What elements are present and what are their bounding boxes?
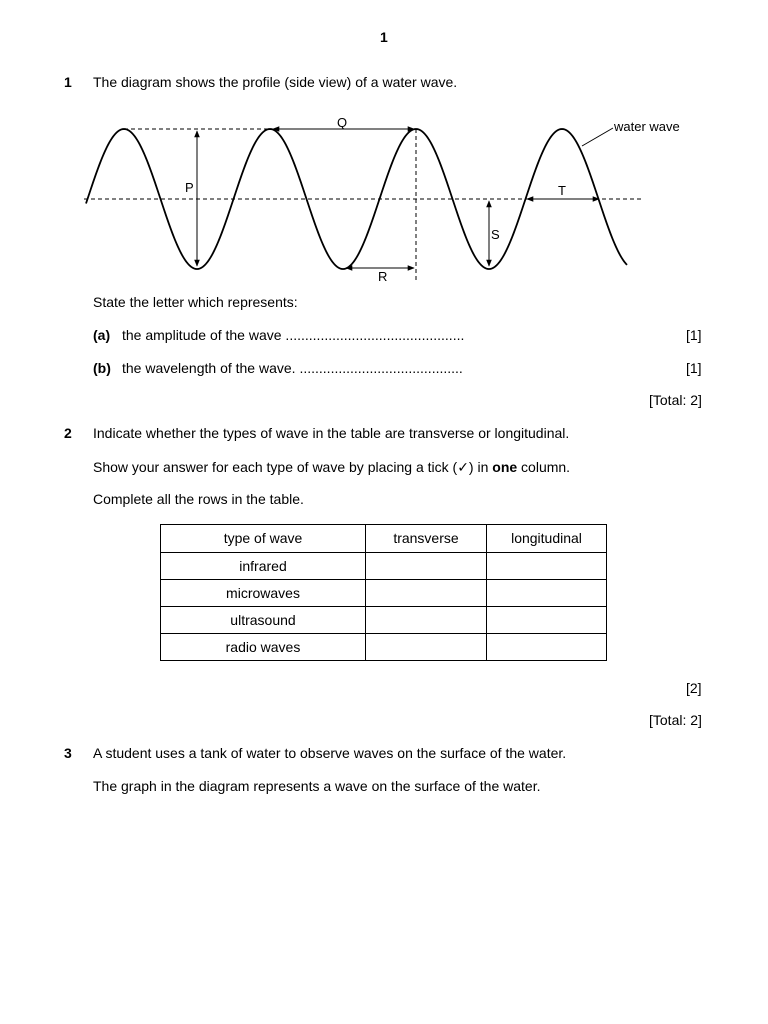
question-2-line2 xyxy=(93,459,570,476)
table-row xyxy=(161,580,607,607)
letter-T: T xyxy=(558,183,566,198)
water-wave-diagram xyxy=(0,0,768,300)
line2-mid: ) in xyxy=(468,459,493,475)
question-1-intro: The diagram shows the profile (side view) of a water wave. xyxy=(93,74,458,90)
transverse-cell[interactable] xyxy=(366,607,487,634)
header-type-of-wave: type of wave xyxy=(161,525,366,553)
longitudinal-cell[interactable] xyxy=(487,580,607,607)
question-3-number: 3 xyxy=(64,745,72,761)
letter-Q: Q xyxy=(337,115,348,130)
question-1-number: 1 xyxy=(64,74,72,90)
part-b-text: the wavelength of the wave. .......................................... xyxy=(122,360,463,376)
line2-bold: one xyxy=(492,459,518,475)
part-a-marks: [1] xyxy=(686,327,702,343)
longitudinal-cell[interactable] xyxy=(487,553,607,580)
question-2-line1: Indicate whether the types of wave in the table are transverse or longitudinal. xyxy=(93,425,570,441)
wave-type-table xyxy=(160,524,607,661)
table-row xyxy=(161,553,607,580)
transverse-cell[interactable] xyxy=(366,634,487,661)
line2-after: column. xyxy=(517,459,571,475)
header-longitudinal: longitudinal xyxy=(487,525,607,553)
question-2-number: 2 xyxy=(64,425,72,441)
part-a-text: the amplitude of the wave .............................................. xyxy=(122,327,465,343)
part-a-label: (a) xyxy=(93,327,111,343)
wave-type-cell: microwaves xyxy=(161,580,366,607)
longitudinal-cell[interactable] xyxy=(487,607,607,634)
question-2-total: [Total: 2] xyxy=(649,712,702,728)
wave-type-cell: radio waves xyxy=(161,634,366,661)
transverse-cell[interactable] xyxy=(366,553,487,580)
question-3-line2: The graph in the diagram represents a wave on the surface of the water. xyxy=(93,778,541,794)
wave-type-cell: infrared xyxy=(161,553,366,580)
wave-label: water wave xyxy=(614,119,680,134)
question-2-line3: Complete all the rows in the table. xyxy=(93,491,304,507)
question-1-total: [Total: 2] xyxy=(649,392,702,408)
longitudinal-cell[interactable] xyxy=(487,634,607,661)
question-3-line1: A student uses a tank of water to observe waves on the surface of the water. xyxy=(93,745,567,761)
table-header-row xyxy=(161,525,607,553)
letter-P: P xyxy=(185,180,194,195)
header-transverse: transverse xyxy=(366,525,487,553)
wave-label-pointer xyxy=(582,128,613,146)
line2-before: Show your answer for each type of wave by placing a tick ( xyxy=(93,459,458,475)
wave-type-cell: ultrasound xyxy=(161,607,366,634)
letter-S: S xyxy=(491,227,500,242)
question-1-prompt: State the letter which represents: xyxy=(93,294,298,310)
table-row xyxy=(161,634,607,661)
transverse-cell[interactable] xyxy=(366,580,487,607)
tick-symbol: ✓ xyxy=(457,460,469,476)
page-number: 1 xyxy=(380,29,388,45)
letter-R: R xyxy=(378,269,388,284)
question-2-marks: [2] xyxy=(686,680,702,696)
table-row xyxy=(161,607,607,634)
part-b-marks: [1] xyxy=(686,360,702,376)
part-b-label: (b) xyxy=(93,360,111,376)
